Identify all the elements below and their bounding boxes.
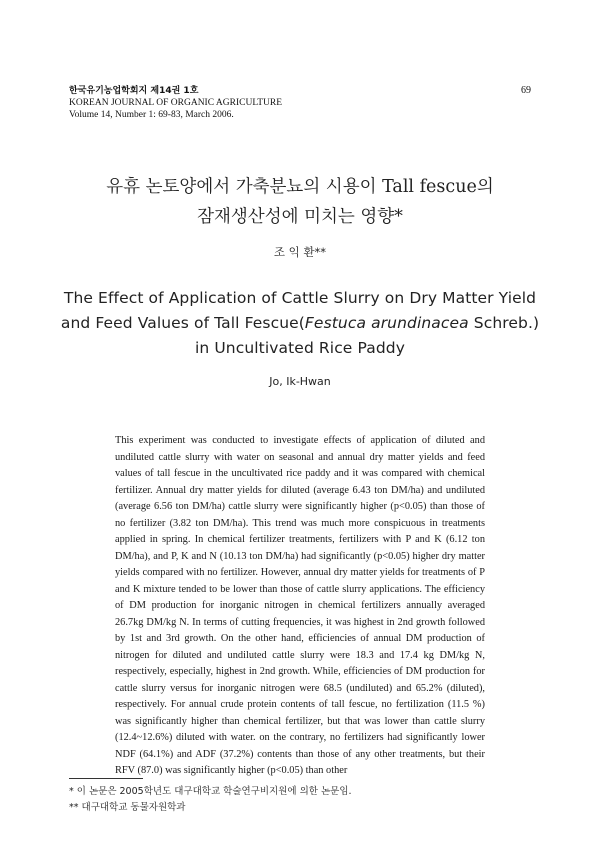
title-korean-line2: 잠재생산성에 미치는 영향* <box>197 207 403 227</box>
journal-name-en: KOREAN JOURNAL OF ORGANIC AGRICULTURE <box>69 98 283 108</box>
footnote-affiliation: ** 대구대학교 동물자원학과 <box>69 802 186 813</box>
journal-header <box>69 85 282 121</box>
author-korean: 조 익 환** <box>273 245 327 259</box>
journal-name-kr: 한국유기농업학회지 제14권 1호 <box>69 86 199 96</box>
title-english-line2-post: Schreb.) <box>468 314 540 332</box>
author-english: Jo, Ik-Hwan <box>269 375 331 388</box>
title-english-line1: The Effect of Application of Cattle Slurry on Dry Matter Yield <box>63 289 537 307</box>
species-name: Festuca arundinacea <box>304 314 469 332</box>
title-english-line2-pre: and Feed Values of Tall Fescue( <box>60 314 305 332</box>
page-number: 69 <box>521 85 531 96</box>
footnote-funding: * 이 논문은 2005학년도 대구대학교 학술연구비지원에 의한 논문임. <box>69 786 352 797</box>
footnote-divider <box>69 778 143 779</box>
title-korean <box>0 172 600 232</box>
volume-info: Volume 14, Number 1: 69-83, March 2006. <box>69 110 234 120</box>
title-english-line2 <box>0 311 600 336</box>
abstract-text: This experiment was conducted to investigate effects of application of diluted and undiluted cattle slurry with water on seasonal and annual dry matter yields and feed values of tall fescue in the uncultivated rice paddy and it was compared with chemical fertilizer. Annual dry matter yields for diluted (average 6.43 ton DM/ha) and undiluted (average 6.56 ton DM/ha) cattle slurry were significantly higher (p<0.05) than those of no fertilizer (3.82 ton DM/ha). This trend was much more conspicuous in treatments applied in spring. In chemical fertilizer treatments, fertilizers with P and K (6.12 ton DM/ha), and P, K and N (10.13 ton DM/ha) had significantly (p<0.05) higher dry matter yields compared with no fertilizer. However, annual dry matter yields for treatments of P and K mixture tended to be lower than those of cattle slurry applications. The efficiency of DM production for inorganic nitrogen in chemical fertilizers annually averaged 26.7kg DM/kg N. In terms of cutting frequencies, it was highest in 2nd growth followed by 1st and 3rd growth. On the other hand, efficiencies of annual DM production of nitrogen for diluted and undiluted cattle slurry were 18.3 and 17.4 kg DM/kg N, respectively, especially, highest in 2nd growth. While, efficiencies of DM production for cattle slurry versus for inorganic nitrogen were 68.5 (undiluted) and 65.2% (diluted), respectively. For annual crude protein contents of tall fescue, no fertilization (11.5 %) was significantly higher than chemical fertilizer, but that was lower than cattle slurry (12.4~12.6%) diluted with water. on the contrary, no fertilizers had significantly lower NDF (64.1%) and ADF (37.2%) contents than those of any other treatments, but their RFV (87.0) was significantly higher (p<0.05) than other <box>115 435 485 776</box>
title-english <box>0 286 600 361</box>
title-english-line3: in Uncultivated Rice Paddy <box>195 339 405 357</box>
title-korean-line1: 유휴 논토양에서 가축분뇨의 시용이 Tall fescue의 <box>106 177 494 197</box>
